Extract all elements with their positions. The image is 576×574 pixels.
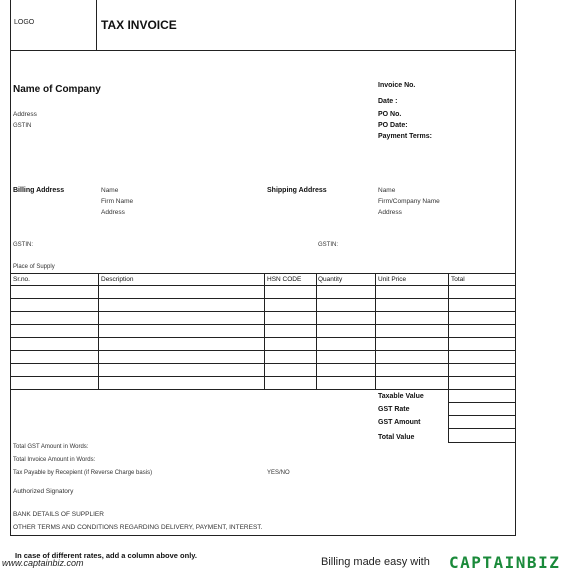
table-column-divider [316, 273, 317, 389]
date-label: Date : [378, 98, 398, 105]
table-header-srno: Sr.no. [13, 276, 30, 283]
header-bottom-line [10, 50, 515, 51]
header-divider [96, 0, 97, 50]
invoice-sheet [10, 0, 516, 536]
table-row-line [10, 376, 515, 377]
table-column-divider [375, 273, 376, 389]
company-address-label: Address [13, 111, 37, 118]
totals-box-line [448, 415, 515, 416]
table-header-hsn: HSN CODE [267, 276, 302, 283]
terms-label: OTHER TERMS AND CONDITIONS REGARDING DELIVERY, PAYMENT, INTEREST. [13, 524, 263, 531]
table-row-line [10, 311, 515, 312]
table-row-line [10, 350, 515, 351]
place-of-supply-label: Place of Supply [13, 264, 55, 270]
payment-terms-label: Payment Terms: [378, 133, 432, 140]
table-row-line [10, 337, 515, 338]
billing-address: Address [101, 209, 125, 216]
totals-box-line [448, 428, 515, 429]
shipping-address-label: Shipping Address [267, 187, 327, 194]
table-header-unit-price: Unit Price [378, 276, 407, 283]
gst-amount-label: GST Amount [378, 419, 421, 426]
gst-rate-label: GST Rate [378, 406, 410, 413]
po-no-label: PO No. [378, 111, 402, 118]
billing-name: Name [101, 187, 119, 194]
table-header-total: Total [451, 276, 465, 283]
table-top-line [10, 273, 515, 274]
total-value-label: Total Value [378, 434, 415, 441]
taxable-value-label: Taxable Value [378, 393, 424, 400]
shipping-gstin-label: GSTIN: [318, 242, 339, 248]
captainbiz-logo: CAPTAINBIZ [449, 553, 561, 572]
table-row-line [10, 324, 515, 325]
billing-gstin-label: GSTIN: [13, 242, 34, 248]
page-title: TAX INVOICE [101, 18, 177, 32]
invoice-no-label: Invoice No. [378, 82, 416, 89]
gst-amount-words-label: Total GST Amount in Words: [13, 444, 89, 450]
authorized-signatory: Authorized Signatory [13, 488, 74, 495]
table-header-line [10, 285, 515, 286]
po-date-label: PO Date: [378, 122, 408, 129]
table-bottom-line [10, 389, 515, 390]
bank-details-label: BANK DETAILS OF SUPPLIER [13, 511, 104, 518]
table-row-line [10, 298, 515, 299]
billing-address-label: Billing Address [13, 187, 65, 194]
billing-firm: Firm Name [101, 198, 134, 205]
reverse-charge-label: Tax Payable by Recepient (if Reverse Charge basis) [13, 470, 153, 476]
company-gstin-label: GSTIN [13, 123, 32, 129]
shipping-address: Address [378, 209, 402, 216]
table-header-quantity: Quantity [318, 276, 343, 283]
footer-tagline: Billing made easy with [321, 556, 430, 568]
invoice-amount-words-label: Total Invoice Amount in Words: [13, 457, 96, 463]
table-header-description: Description [101, 276, 134, 283]
table-column-divider [264, 273, 265, 389]
shipping-name: Name [378, 187, 396, 194]
footer-note: In case of different rates, add a column above only. [15, 551, 197, 560]
logo-placeholder: LOGO [14, 19, 35, 26]
company-name: Name of Company [13, 84, 101, 95]
shipping-firm: Firm/Company Name [378, 198, 440, 205]
reverse-charge-value: YES/NO [267, 470, 290, 476]
table-row-line [10, 363, 515, 364]
table-column-divider [448, 273, 449, 389]
table-column-divider [98, 273, 99, 389]
website-watermark: www.captainbiz.com [2, 558, 84, 568]
totals-box-bottom [448, 442, 515, 443]
totals-box-line [448, 402, 515, 403]
